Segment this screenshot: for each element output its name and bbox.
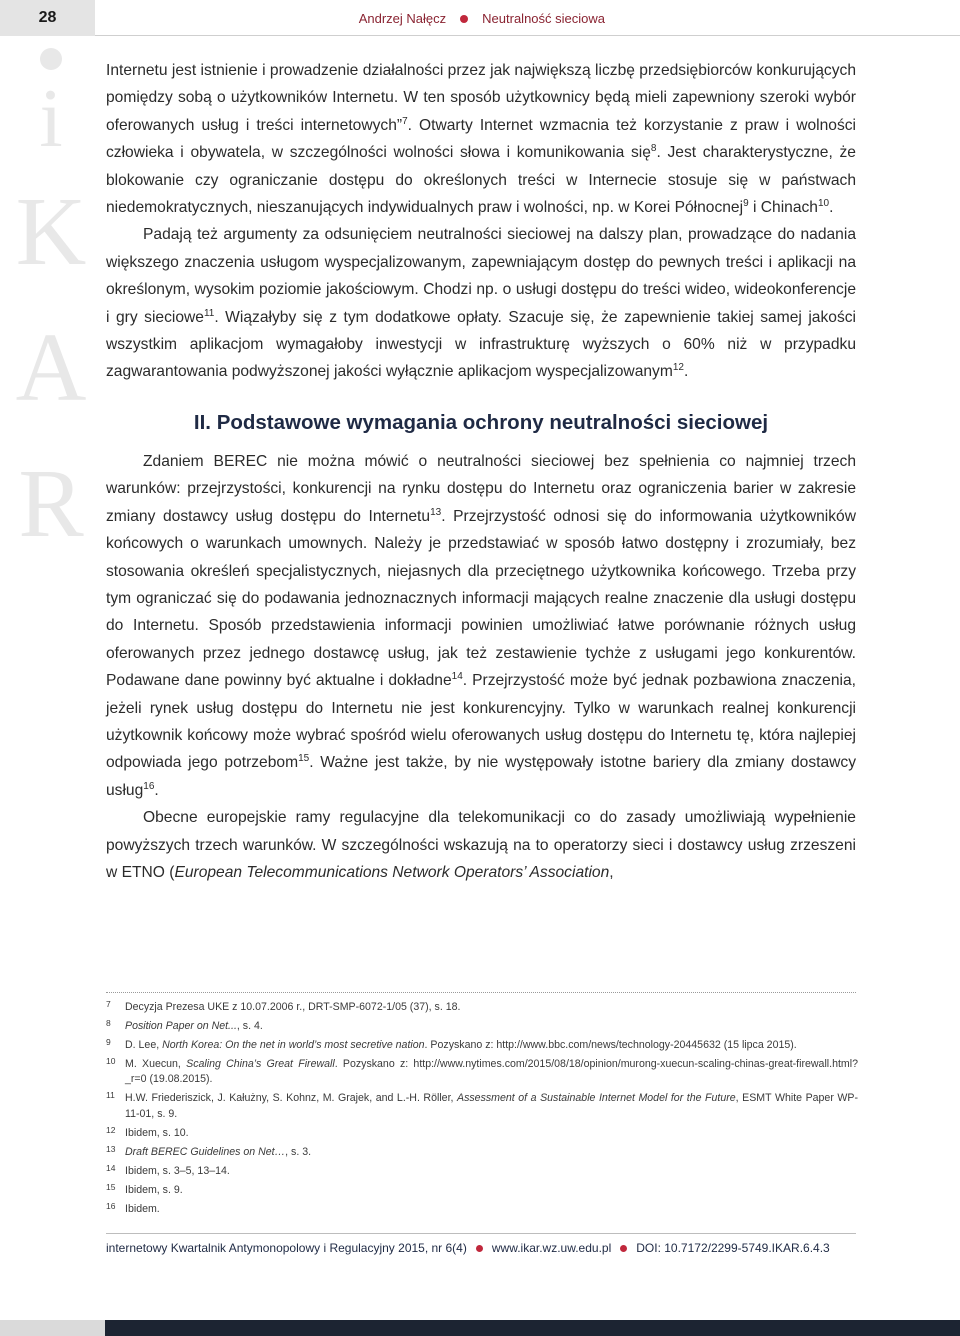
text-run: . Ważne jest także, by nie występowały istotne bariery dla zmiany dostawcy usług [106,754,856,799]
bottom-bar [0,1320,960,1336]
footnote-text [125,1202,858,1218]
footnote-text [125,1000,858,1016]
text-run: D. Lee, [125,1038,163,1051]
bottom-bar-left-block [0,1320,105,1336]
text-run: . Przejrzystość odnosi się do informowania użytkowników końcowych o warunkach umownych. Należy je przedstawiać w sposób łatwo dostępny i zrozumiały, bez stosowania określeń specjalistycznych, niejasnych dla przeciętnego użytkownika końcowego. Trzeba przy tym ograniczać się do podawania jednoznacznych informacji mających realne znaczenie dla usługi dostępu do Internetu. Sposób przedstawienia informacji powinien umożliwiać łatwe porównanie różnych usług oferowanych przez jednego dostawcę usług, jak też zestawienie tychże z usługami jego konkurentów. Podawane dane powinny być aktualne i dokładne [106,507,856,690]
footnote-ref: 12 [672,362,684,374]
italic-text: Assessment of a Sustainable Internet Model for the Future [457,1092,736,1104]
main-text [106,57,856,886]
text-run: Obecne europejskie ramy regulacyjne dla telekomunikacji co do zasady umożliwiają wypełnienie powyższych trzech warunków. W szczególności wskazują na to operatorzy sieci i dostawcy usług zrzeszeni w ETNO ( [106,809,856,881]
footnote-text [125,1164,858,1180]
footer-url[interactable]: www.ikar.wz.uw.edu.pl [491,1241,612,1255]
italic-text: Draft BEREC Guidelines on Net… [125,1145,286,1158]
section-heading: II. Podstawowe wymagania ochrony neutralności sieciowej [193,410,769,434]
footnote [106,1038,858,1054]
footnote-text [125,1091,858,1122]
footnote-number: 8 [106,1017,111,1028]
footnote-text [125,1057,858,1088]
footnote-ref: 7 [402,115,408,127]
text-run: Ibidem. [125,1202,160,1215]
logo-letter-i: i [39,72,63,165]
footnote-text [125,1038,858,1054]
text-run: M. Xuecun, [125,1057,187,1070]
footnote [106,1145,858,1161]
page-number: 28 [0,0,95,36]
paragraph [106,804,856,886]
bullet-dot-icon [620,1245,627,1252]
text-run: Decyzja Prezesa UKE z 10.07.2006 r., DRT-SMP-6072-1/05 (37), s. 18. [125,1000,461,1013]
paragraph [106,448,856,804]
footnote-ref: 14 [451,670,463,682]
footnote-number: 13 [106,1143,116,1154]
footnote-number: 15 [106,1181,116,1192]
footnote-separator [106,992,856,993]
text-run: . Jest charakterystyczne, że blokowanie czy ograniczanie dostępu do określonych treści w Internecie stosuje się w państwach niedemokratycznych, nieszanujących indywidualnych praw i wolności, np. w Korei Północnej [106,144,856,217]
text-run: . Pozyskano z: http://www.bbc.com/news/technology-20445632 (15 lipca 2015). [424,1038,797,1051]
footnote-ref: 11 [203,307,215,319]
footer-rule [106,1233,856,1234]
header-rule [95,35,960,36]
ikar-side-logo [6,40,96,572]
text-run: Padają też argumenty za odsunięciem neutralności sieciowej na dalszy plan, prowadzące do nadania większego znaczenia usługom wyspecjalizowanym, zapewniającym dostęp do pewnych treści i aplikacji na określonym, wysokim poziomie jakościowym. Chodzi np. o usługi dostępu do treści wideo, wideokonferencje i gry sieciowe [106,226,856,326]
text-run: Zdaniem BEREC nie można mówić o neutralności sieciowej bez spełnienia co najmniej trzech warunków: przejrzystości, konkurencji na rynku dostępu do Internetu oraz ograniczenia barier w zakresie zmiany dostawcy usług dostępu do Internetu [106,452,856,525]
logo-letter-r: R [18,450,84,558]
footnote-number: 9 [106,1036,111,1047]
text-run: . [154,781,159,799]
footnote-text [125,1126,858,1142]
running-header [359,11,605,26]
footnote [106,1183,858,1199]
header-author: Andrzej Nałęcz [358,11,447,26]
italic-text: European Telecommunications Network Operators’ Association [174,863,610,881]
text-run: . Wiązałyby się z tym dodatkowe opłaty. Szacuje się, że zapewnienie takiej samej jakości wszystkim aplikacjom wymagałoby inwestycji w infrastrukturę wyższych o 60% niż w przypadku zagwarantowania podwyższonej jakości wyłącznie aplikacjom wyspecjalizowanym [106,308,857,381]
footnote [106,1000,858,1016]
page-footer [106,1241,830,1255]
text-run: i Chinach [748,199,818,217]
italic-text: Scaling China’s Great Firewall [186,1057,335,1070]
bullet-dot-icon [460,15,468,23]
text-run: Ibidem, s. 9. [125,1183,183,1196]
text-run: . Pozyskano z: http://www.nytimes.com/2015/08/18/opinion/murong-xuecun-scaling-chinas-great-firewall.html?_r=0 (19.08.2015). [125,1057,858,1085]
logo-dot-icon [40,48,62,70]
text-run: , s. 3. [285,1145,312,1158]
bullet-dot-icon [476,1245,483,1252]
footnote-ref: 15 [298,753,310,765]
footnote-text [125,1183,858,1199]
text-run: Ibidem, s. 10. [125,1126,189,1139]
footnote-number: 12 [106,1124,116,1135]
footnote [106,1164,858,1180]
paragraph [106,57,856,221]
footer-doi[interactable]: DOI: 10.7172/2299-5749.IKAR.6.4.3 [636,1241,830,1255]
text-run: , s. 4. [236,1019,263,1032]
text-run: H.W. Friederiszick, J. Kałużny, S. Kohnz, M. Grajek, and L.-H. Röller, [125,1092,458,1104]
footnote-ref: 16 [143,780,155,792]
footnote [106,1202,858,1218]
text-run: , [609,863,614,881]
footnote-text [125,1019,858,1035]
footnote-text [125,1145,858,1161]
footnote [106,1126,858,1142]
footnote-number: 16 [106,1200,116,1211]
footnote-ref: 8 [650,143,657,155]
footnote-ref: 10 [817,197,830,209]
footnote-ref: 9 [743,197,749,209]
text-run: . Przejrzystość może być jednak pozbawiona znaczenia, jeżeli rynek usług dostępu do Internetu nie jest konkurencyjny. Tylko w warunkach realnej konkurencji użytkownik końcowy może wybrać spośród wielu oferowanych usług dostępu do Internetu tę, która najlepiej odpowiada jego potrzebom [106,672,856,772]
footnote-number: 7 [106,998,111,1009]
footnote [106,1019,858,1035]
footnote-number: 11 [106,1090,115,1100]
body-paragraphs-top [106,57,856,386]
paragraph [106,221,856,385]
text-run: . [683,363,689,381]
text-run: . [829,199,834,217]
text-run: Internetu jest istnienie i prowadzenie działalności przez jak największą liczbę przedsiębiorców konkurujących pomiędzy sobą o użytkowników Internetu. W ten sposób użytkownicy będą mieli zapewniony szeroki wybór oferowanych usług i treści internetowych” [106,62,856,134]
footnote [106,1091,858,1122]
text-run: . Otwarty Internet wzmacnia też korzystanie z praw i wolności człowieka i obywatela, w szczególności wolności słowa i komunikowania się [106,116,856,162]
footnote [106,1057,858,1088]
logo-letter-k: K [15,178,87,286]
italic-text: North Korea: On the net in world’s most secretive nation [162,1038,425,1051]
logo-letter-a: A [15,314,87,422]
footnotes [106,996,858,1217]
footer-journal: internetowy Kwartalnik Antymonopolowy i Regulacyjny 2015, nr 6(4) [106,1241,467,1255]
text-run: , ESMT White Paper WP-11-01, s. 9. [125,1092,858,1120]
footnote-number: 10 [106,1055,116,1066]
text-run: Ibidem, s. 3–5, 13–14. [125,1164,230,1177]
header-running-title: Neutralność sieciowa [482,11,605,26]
footnote-ref: 13 [430,506,442,518]
italic-text: Position Paper on Net... [125,1019,237,1032]
body-paragraphs-bottom [106,448,856,887]
footnote-number: 14 [106,1162,116,1173]
